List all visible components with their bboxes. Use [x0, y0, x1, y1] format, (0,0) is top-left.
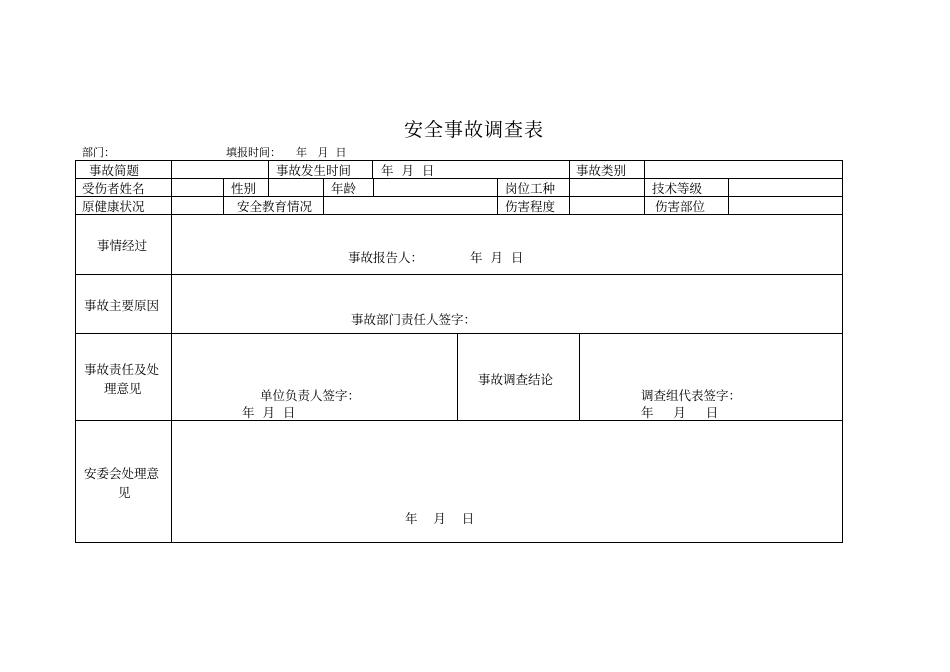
table-rule [373, 178, 374, 196]
table-rule [75, 542, 843, 543]
table-rule [268, 160, 269, 178]
job-type-label: 岗位工种 [505, 181, 556, 196]
main-cause-label: 事故主要原因 [84, 298, 160, 313]
health-status-label: 原健康状况 [82, 199, 145, 214]
fill-time-date: 年 月 日 [296, 146, 347, 159]
table-rule [323, 178, 324, 196]
accident-time-label: 事故发生时间 [276, 163, 352, 178]
table-rule [457, 333, 458, 420]
department-label: 部门： [82, 146, 115, 159]
process-label: 事情经过 [97, 238, 148, 253]
table-rule [75, 420, 843, 421]
committee-label-line1: 安委会处理意 [84, 466, 160, 481]
table-rule [75, 160, 843, 161]
table-rule [223, 178, 224, 214]
responsibility-label-line2: 理意见 [104, 381, 142, 396]
table-rule [497, 178, 498, 214]
accident-brief-label: 事故简题 [89, 163, 140, 178]
age-label: 年龄 [331, 181, 357, 196]
injured-name-label: 受伤者姓名 [82, 181, 145, 196]
table-rule [644, 178, 645, 214]
table-rule [372, 160, 373, 178]
investigation-conclusion-label: 事故调查结论 [478, 372, 554, 387]
table-rule [268, 178, 269, 196]
table-rule [842, 160, 843, 543]
safety-education-label: 安全教育情况 [237, 199, 313, 214]
table-rule [75, 333, 843, 334]
table-rule [75, 274, 843, 275]
responsibility-label-line1: 事故责任及处 [84, 362, 160, 377]
reporter-label: 事故报告人： [348, 250, 424, 265]
team-sign-date: 年 月 日 [641, 405, 719, 420]
tech-grade-label: 技术等级 [652, 181, 703, 196]
gender-label: 性别 [231, 181, 257, 196]
table-rule [569, 178, 570, 214]
committee-label-line2: 见 [118, 485, 131, 500]
injury-part-label: 伤害部位 [655, 199, 706, 214]
report-date: 年 月 日 [470, 250, 524, 265]
injury-degree-label: 伤害程度 [505, 199, 556, 214]
unit-signer-label: 单位负责人签字： [260, 388, 361, 403]
accident-type-label: 事故类别 [576, 163, 627, 178]
fill-time-label: 填报时间： [226, 146, 281, 159]
table-rule [728, 178, 729, 214]
table-rule [323, 196, 324, 214]
table-rule [75, 214, 843, 215]
table-rule [579, 333, 580, 420]
accident-time-value: 年 月 日 [381, 163, 435, 178]
dept-signer-label: 事故部门责任人签字： [351, 312, 477, 327]
page-title: 安全事故调查表 [404, 119, 545, 141]
committee-date: 年 月 日 [405, 511, 475, 526]
table-rule [644, 160, 645, 178]
table-rule [171, 160, 172, 543]
unit-sign-date: 年 月 日 [242, 405, 296, 420]
table-rule [75, 160, 76, 543]
team-signer-label: 调查组代表签字： [641, 388, 742, 403]
table-rule [569, 160, 570, 178]
